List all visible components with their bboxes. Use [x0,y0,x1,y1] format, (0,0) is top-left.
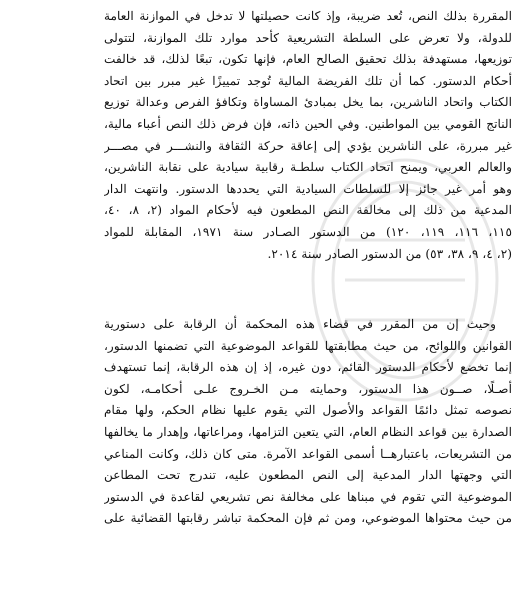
text-line: أصـلًا، صــون هذا الدستور، وحمايته مـن الخـروج علـى أحكامـه، لكون [104,381,512,396]
text-line: نصوصه تمثل دائمًا القواعد والأصول التي يقوم عليها نظام الحكم، ولها مقام [104,403,512,418]
text-line: (٢، ٤، ٩، ٣٨، ٥٣) من الدستور الصادر سنة ٢٠١٤. [267,246,512,261]
text-line: المقررة بذلك النص، تُعد ضريبة، وإذ كانت حصيلتها لا تدخل في الموازنة العامة [104,9,512,23]
text-line: ١١٥، ١١٦، ١١٩، ١٢٠) من الدستور الصـادر سنة ١٩٧١، المقابلة للمواد [104,224,512,239]
text-line: التي وجهتها الدار المدعية إلى النص المطعون عليه، تندرج تحت المطاعن [104,468,512,483]
paragraph-1 [104,6,512,265]
text-line: وهو أمر غير جائز إلا للسلطات السيادية التي يحددها الدستور. وانتهت الدار [104,181,512,196]
text-line: غير مبررة، على الناشرين يؤدي إلى إعاقة حركة الثقافة والنشـــر في مصـــر [104,138,512,153]
text-line: القوانين واللوائح، من حيث مطابقتها للقواعد الموضوعية التي تضمنها الدستور، [104,338,512,353]
text-line: توزيعها، مستهدفة بذلك تحقيق الصالح العام، فإنها تكون، تبعًا لذلك، قد خالفت [104,52,512,67]
text-line: من حيث محتواها الموضوعي، ومن ثم فإن المحكمة تباشر رقابتها القضائية على [104,511,512,526]
text-line: وحيث إن من المقرر في قضاء هذه المحكمة أن الرقابة على دستورية [104,317,496,331]
text-line: إنما تخضع لأحكام الدستور القائم، دون غيره، إذ إن هذه الرقابة، إنما تستهدف [104,360,512,375]
text-line: الموضوعية التي تقوم في مبناها على مخالفة نص تشريعي لقاعدة في الدستور [104,489,512,504]
text-line: المدعية من ذلك إلى مخالفة النص المطعون فيه لأحكام المواد (٢، ٨، ٤٠، [104,203,512,218]
text-line: الصدارة بين قواعد النظام العام، التي يتعين التزامها، ومراعاتها، وإهدار ما يخالفها [104,424,512,439]
text-line: أحكام الدستور. كما أن تلك الفريضة المالية تُوجد تمييزًا غير مبرر بين اتحاد [104,73,512,88]
text-line: الناتج القومي بين المواطنين. وفي الحين ذاته، فإن فرض ذلك النص أعباء مالية، [104,116,512,131]
paragraph-2 [104,314,512,530]
text-line: والعالم العربي، ويمنح اتحاد الكتاب سلطـة رقابية سيادية على نقابة الناشرين، [104,160,512,175]
text-line: من التشريعات، باعتبارهــا أسمى القواعد الآمرة. متى كان ذلك، وكانت المناعي [104,446,512,461]
text-line: الكتاب واتحاد الناشرين، بما يخل بمبادئ المساواة وتكافؤ الفرص وعدالة توزيع [104,95,512,110]
text-line: للدولة، ولا تعرض على السلطة التشريعية كأحد موارد تلك الموازنة، لتتولى [104,30,512,45]
